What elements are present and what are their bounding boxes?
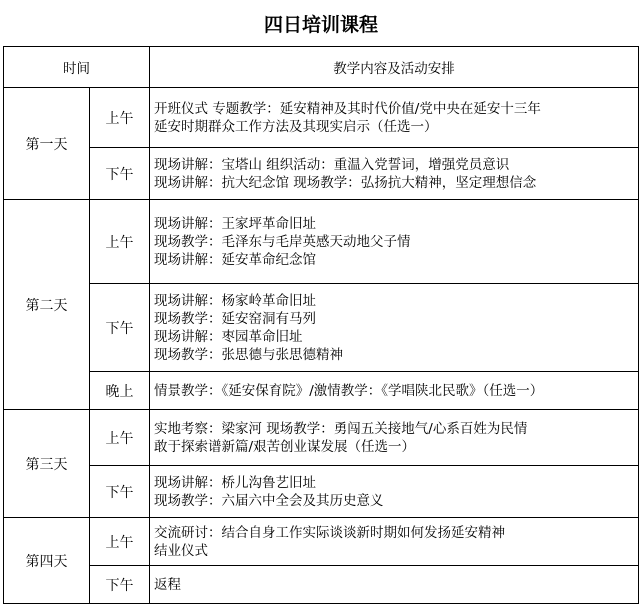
header-content: 教学内容及活动安排 bbox=[150, 47, 639, 88]
content-line: 结业仪式 bbox=[154, 542, 208, 559]
content-line: 情景教学：《延安保育院》/激情教学：《学唱陕北民歌》（任选一） bbox=[154, 382, 544, 399]
day-label: 第二天 bbox=[4, 200, 90, 410]
slot-label: 上午 bbox=[90, 518, 150, 566]
content-line: 返程 bbox=[154, 576, 181, 593]
content-line: 现场讲解：延安革命纪念馆 bbox=[154, 251, 316, 268]
content-line: 现场讲解：杨家岭革命旧址 bbox=[154, 292, 316, 309]
content-line: 现场教学：六届六中全会及其历史意义 bbox=[154, 492, 384, 509]
slot-label: 下午 bbox=[90, 566, 150, 604]
slot-content bbox=[150, 372, 639, 410]
content-line: 实地考察：梁家河 现场教学：勇闯五关接地气/心系百姓为民情 bbox=[154, 420, 528, 437]
table-row bbox=[4, 566, 639, 604]
content-line: 交流研讨：结合自身工作实际谈谈新时期如何发扬延安精神 bbox=[154, 524, 505, 541]
content-line: 敢于探索谱新篇/艰苦创业谋发展（任选一） bbox=[154, 438, 416, 455]
content-line: 现场讲解：枣园革命旧址 bbox=[154, 328, 303, 345]
content-line: 现场教学：张思德与张思德精神 bbox=[154, 346, 343, 363]
header-row bbox=[4, 47, 639, 88]
content-line: 现场讲解：王家坪革命旧址 bbox=[154, 215, 316, 232]
slot-content bbox=[150, 518, 639, 566]
day-label: 第四天 bbox=[4, 518, 90, 604]
table-row bbox=[4, 284, 639, 372]
slot-content bbox=[150, 410, 639, 466]
day-label: 第三天 bbox=[4, 410, 90, 518]
table-row bbox=[4, 200, 639, 284]
content-line: 现场讲解：桥儿沟鲁艺旧址 bbox=[154, 474, 316, 491]
slot-content bbox=[150, 284, 639, 372]
content-line: 现场讲解：宝塔山 组织活动：重温入党誓词，增强党员意识 bbox=[154, 156, 510, 173]
slot-label: 上午 bbox=[90, 410, 150, 466]
table-row bbox=[4, 88, 639, 148]
table-row bbox=[4, 372, 639, 410]
slot-label: 上午 bbox=[90, 88, 150, 148]
slot-content bbox=[150, 566, 639, 604]
table-row bbox=[4, 410, 639, 466]
day-label: 第一天 bbox=[4, 88, 90, 200]
slot-label: 晚上 bbox=[90, 372, 150, 410]
content-line: 现场讲解：抗大纪念馆 现场教学：弘扬抗大精神，坚定理想信念 bbox=[154, 174, 537, 191]
table-row bbox=[4, 518, 639, 566]
content-line: 延安时期群众工作方法及其现实启示（任选一） bbox=[154, 118, 438, 135]
slot-content bbox=[150, 148, 639, 200]
slot-label: 下午 bbox=[90, 284, 150, 372]
header-time: 时间 bbox=[4, 47, 150, 88]
table-row bbox=[4, 148, 639, 200]
slot-content bbox=[150, 200, 639, 284]
schedule-table bbox=[3, 46, 639, 604]
slot-content bbox=[150, 466, 639, 518]
slot-content bbox=[150, 88, 639, 148]
slot-label: 下午 bbox=[90, 148, 150, 200]
slot-label: 上午 bbox=[90, 200, 150, 284]
table-row bbox=[4, 466, 639, 518]
content-line: 现场教学：延安窑洞有马列 bbox=[154, 310, 316, 327]
content-line: 开班仪式 专题教学：延安精神及其时代价值/党中央在延安十三年 bbox=[154, 100, 541, 117]
slot-label: 下午 bbox=[90, 466, 150, 518]
page-title: 四日培训课程 bbox=[263, 14, 378, 36]
content-line: 现场教学：毛泽东与毛岸英感天动地父子情 bbox=[154, 233, 411, 250]
